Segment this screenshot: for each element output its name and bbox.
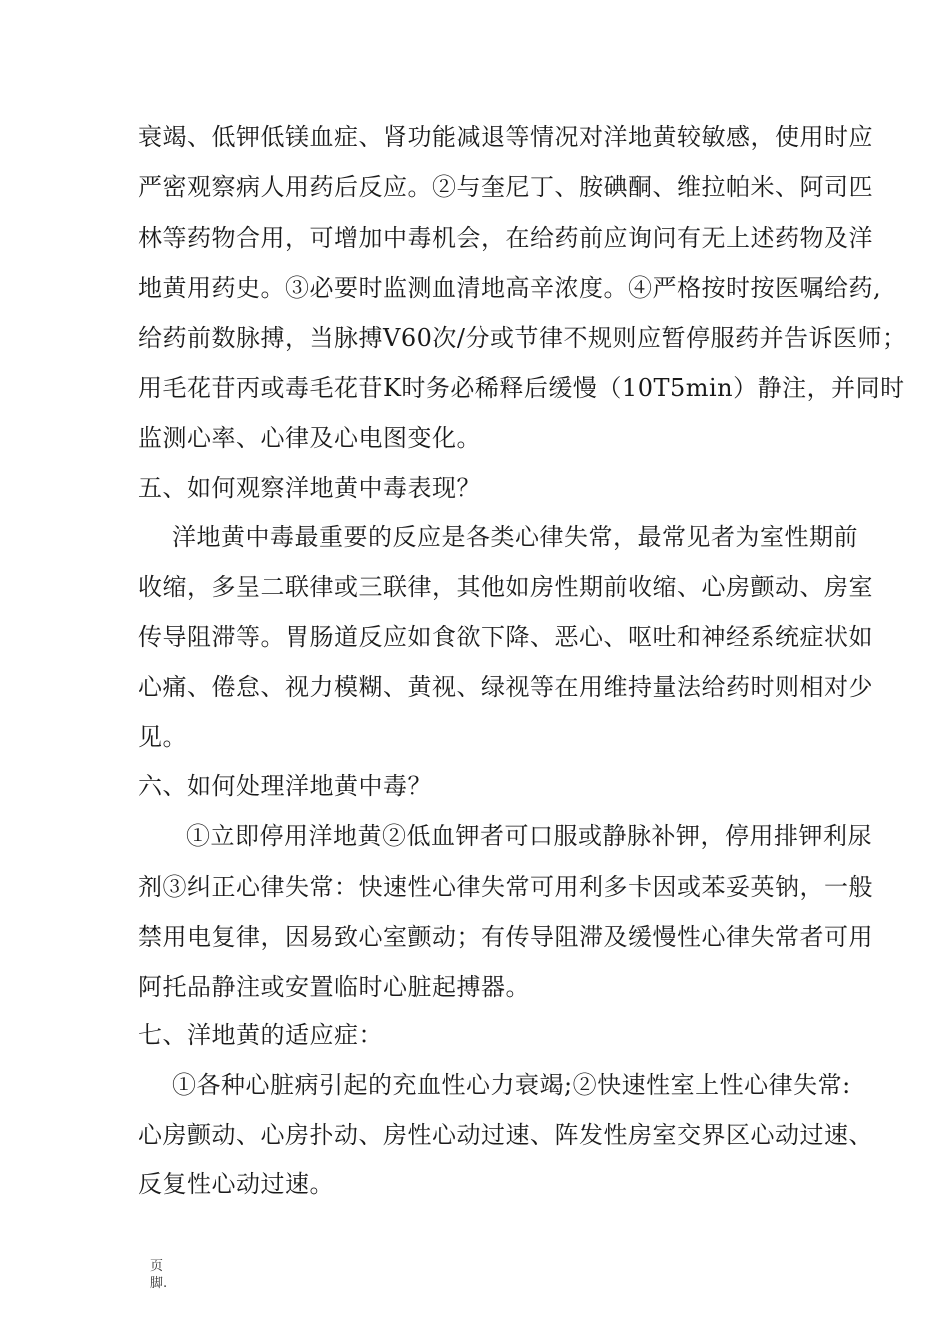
text-line: 林等药物合用，可增加中毒机会，在给药前应询问有无上述药物及洋 xyxy=(138,224,873,252)
section-heading: 五、如何观察洋地黄中毒表现？ xyxy=(138,474,481,502)
text-line: 反复性心动过速。 xyxy=(138,1170,334,1198)
text-line: 给药前数脉搏，当脉搏V60次/分或节律不规则应暂停服药并告诉医师； xyxy=(138,324,907,352)
text-line: 禁用电复律，因易致心室颤动；有传导阻滞及缓慢性心律失常者可用 xyxy=(138,923,873,951)
text-line: 衰竭、低钾低镁血症、肾功能减退等情况对洋地黄较敏感，使用时应 xyxy=(138,123,873,151)
text-line: 心痛、倦怠、视力模糊、黄视、绿视等在用维持量法给药时则相对少 xyxy=(138,673,873,701)
text-line: 严密观察病人用药后反应。②与奎尼丁、胺碘酮、维拉帕米、阿司匹 xyxy=(138,173,873,201)
text-line: 心房颤动、心房扑动、房性心动过速、阵发性房室交界区心动过速、 xyxy=(138,1121,873,1149)
text-line: 阿托品静注或安置临时心脏起搏器。 xyxy=(138,973,530,1001)
section-heading: 六、如何处理洋地黄中毒？ xyxy=(138,772,432,800)
text-line: ①立即停用洋地黄②低血钾者可口服或静脉补钾，停用排钾利尿 xyxy=(186,822,872,850)
text-line: 用毛花苷丙或毒毛花苷K时务必稀释后缓慢（10T5min）静注，并同时 xyxy=(138,374,905,402)
text-line: 洋地黄中毒最重要的反应是各类心律失常，最常见者为室性期前 xyxy=(172,523,858,551)
text-line: 收缩，多呈二联律或三联律，其他如房性期前收缩、心房颤动、房室 xyxy=(138,573,873,601)
page-footer-line-2: 脚. xyxy=(150,1276,168,1291)
page-footer-line-1: 页 xyxy=(150,1259,164,1274)
text-line: 监测心率、心律及心电图变化。 xyxy=(138,424,481,452)
text-line: ①各种心脏病引起的充血性心力衰竭;②快速性室上性心律失常: xyxy=(172,1071,851,1099)
section-heading: 七、洋地黄的适应症： xyxy=(138,1021,383,1049)
text-line: 见。 xyxy=(138,723,187,751)
text-line: 剂③纠正心律失常：快速性心律失常可用利多卡因或苯妥英钠，一般 xyxy=(138,873,873,901)
text-line: 传导阻滞等。胃肠道反应如食欲下降、恶心、呕吐和神经系统症状如 xyxy=(138,623,873,651)
text-line: 地黄用药史。③必要时监测血清地高辛浓度。④严格按时按医嘱给药, xyxy=(138,274,882,302)
